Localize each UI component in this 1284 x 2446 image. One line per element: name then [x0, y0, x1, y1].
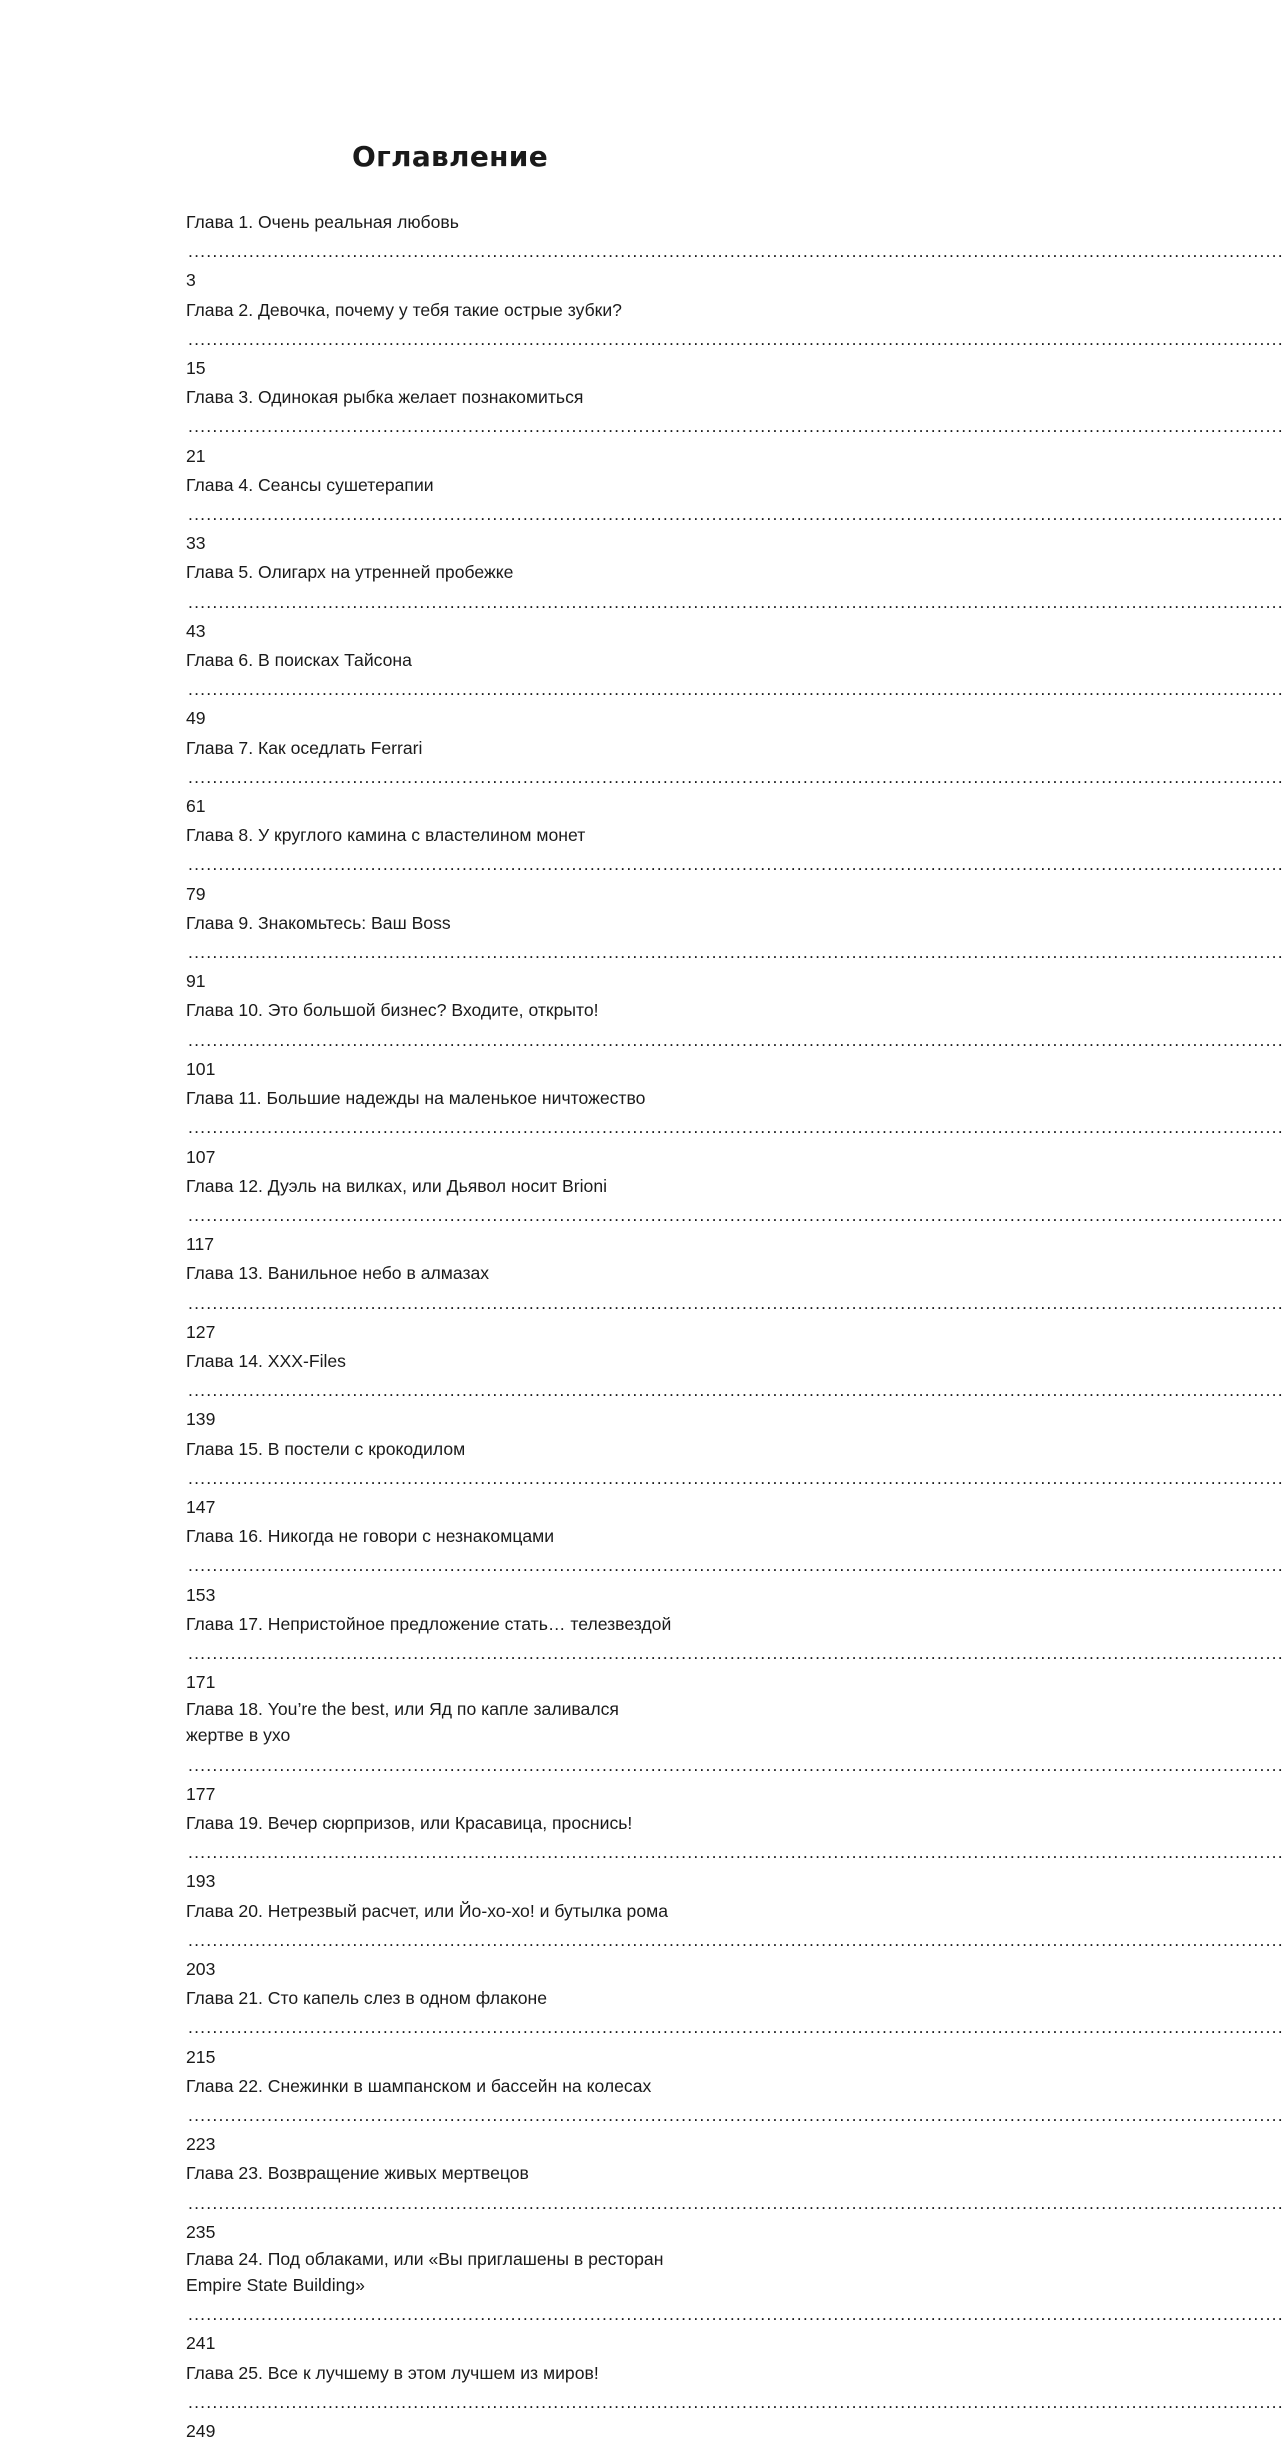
- toc-entry-label-line1: Глава 24. Под облаками, или «Вы приглашены в ресторан: [186, 2249, 664, 2270]
- toc-leader-dots: [188, 237, 1284, 266]
- toc-entry-page-number: 249: [186, 2421, 216, 2442]
- toc-entry-label: Глава 14. XXX-Files: [186, 1350, 346, 1371]
- toc-entry-label: Глава 9. Знакомьтесь: Ваш Boss: [186, 912, 451, 933]
- toc-entry: [186, 1984, 756, 2072]
- toc-leader-dots: [188, 1551, 1284, 1580]
- toc-entry-label: Empire State Building»: [186, 2275, 365, 2296]
- toc-entry: [186, 2072, 756, 2160]
- table-of-contents: [186, 208, 756, 2446]
- toc-entry-label: Глава 7. Как оседлать Ferrari: [186, 737, 423, 758]
- toc-entry-page-number: 33: [186, 533, 206, 554]
- toc-entry-page-number: 203: [186, 1958, 216, 1979]
- toc-entry-label: Глава 12. Дуэль на вилках, или Дьявол носит Brioni: [186, 1175, 608, 1196]
- toc-entry-label: Глава 1. Очень реальная любовь: [186, 212, 459, 232]
- toc-leader-dots: [188, 1026, 1284, 1055]
- toc-entry-label: Глава 21. Сто капель слез в одном флаконе: [186, 1988, 548, 2009]
- toc-entry-label: Глава 25. Все к лучшему в этом лучшем из миров!: [186, 2362, 599, 2383]
- toc-leader-dots: [188, 1464, 1284, 1493]
- toc-leader-dots: [188, 1289, 1284, 1318]
- toc-leader-dots: [188, 1376, 1284, 1405]
- toc-entry: [186, 558, 756, 646]
- toc-entry-page-number: 223: [186, 2134, 216, 2155]
- toc-entry: [186, 821, 756, 909]
- toc-entry-page-number: 61: [186, 796, 206, 817]
- toc-entry-page-number: 15: [186, 358, 206, 379]
- toc-leader-dots: [188, 1926, 1284, 1955]
- toc-entry: [186, 383, 756, 471]
- toc-entry-label: жертве в ухо: [186, 1725, 291, 1746]
- toc-entry-page-number: 147: [186, 1496, 216, 1517]
- toc-entry-label: Глава 10. Это большой бизнес? Входите, открыто!: [186, 1000, 599, 1021]
- toc-entry: [186, 996, 756, 1084]
- toc-entry-label: Глава 17. Непристойное предложение стать… телезвездой: [186, 1613, 672, 1634]
- toc-entry-page-number: 79: [186, 883, 206, 904]
- toc-entry: [186, 1697, 756, 1809]
- toc-leader-dots: [188, 588, 1284, 617]
- toc-entry-page-number: 3: [186, 270, 196, 291]
- toc-leader-dots: [188, 763, 1284, 792]
- toc-leader-dots: [188, 2189, 1284, 2218]
- toc-entry-page-number: 171: [186, 1672, 216, 1693]
- toc-entry: [186, 1435, 756, 1523]
- toc-entry: [186, 1084, 756, 1172]
- toc-leader-dots: [188, 1751, 1284, 1780]
- toc-entry: [186, 646, 756, 734]
- toc-leader-dots: [188, 2013, 1284, 2042]
- toc-entry-label: Глава 20. Нетрезвый расчет, или Йо-хо-хо! и бутылка рома: [186, 1900, 668, 1921]
- toc-entry: [186, 1610, 756, 1698]
- toc-entry: [186, 1522, 756, 1610]
- toc-entry: [186, 1809, 756, 1897]
- toc-entry: [186, 296, 756, 384]
- toc-entry-label: Глава 16. Никогда не говори с незнакомцами: [186, 1526, 555, 1547]
- toc-entry-label: Глава 3. Одинокая рыбка желает познакомиться: [186, 387, 584, 408]
- toc-entry-page-number: 235: [186, 2221, 216, 2242]
- toc-entry-label: Глава 19. Вечер сюрпризов, или Красавица, проснись!: [186, 1812, 633, 1833]
- toc-entry-page-number: 21: [186, 445, 206, 466]
- toc-entry-label: Глава 22. Снежинки в шампанском и бассейн на колесах: [186, 2075, 652, 2096]
- toc-entry-label: Глава 4. Сеансы сушетерапии: [186, 474, 434, 495]
- toc-leader-dots: [188, 2388, 1284, 2417]
- toc-entry: [186, 2359, 756, 2446]
- toc-entry-page-number: 101: [186, 1058, 216, 1079]
- toc-leader-dots: [188, 412, 1284, 441]
- toc-entry: [186, 1172, 756, 1260]
- toc-leader-dots: [188, 1639, 1284, 1668]
- toc-entry: [186, 2247, 756, 2359]
- toc-leader-dots: [188, 1113, 1284, 1142]
- toc-leader-dots: [188, 500, 1284, 529]
- toc-entry-label: Глава 11. Большие надежды на маленькое ничтожество: [186, 1088, 646, 1109]
- toc-entry: [186, 1897, 756, 1985]
- toc-entry-label: Глава 5. Олигарх на утренней пробежке: [186, 562, 514, 583]
- toc-entry: [186, 734, 756, 822]
- toc-entry-page-number: 215: [186, 2046, 216, 2067]
- toc-entry-page-number: 107: [186, 1146, 216, 1167]
- toc-entry-label: Глава 15. В постели с крокодилом: [186, 1438, 466, 1459]
- toc-entry-label: Глава 6. В поисках Тайсона: [186, 650, 412, 671]
- toc-entry-page-number: 241: [186, 2333, 216, 2354]
- toc-entry-label: Глава 2. Девочка, почему у тебя такие острые зубки?: [186, 299, 622, 320]
- toc-entry-page-number: 117: [186, 1234, 215, 1255]
- toc-entry-page-number: 91: [186, 971, 206, 992]
- toc-entry: [186, 909, 756, 997]
- toc-entry-page-number: 127: [186, 1321, 216, 1342]
- toc-entry: [186, 1259, 756, 1347]
- toc-entry: [186, 471, 756, 559]
- toc-leader-dots: [188, 850, 1284, 879]
- toc-entry-label-line1: Глава 18. You’re the best, или Яд по капле заливался: [186, 1699, 619, 1720]
- toc-entry: [186, 2159, 756, 2247]
- toc-entry-label: Глава 8. У круглого камина с властелином монет: [186, 825, 586, 846]
- toc-entry: [186, 1347, 756, 1435]
- toc-leader-dots: [188, 325, 1284, 354]
- toc-entry-page-number: 177: [186, 1783, 216, 1804]
- toc-title: Оглавление: [351, 140, 548, 173]
- toc-entry-label: Глава 13. Ванильное небо в алмазах: [186, 1263, 490, 1284]
- toc-leader-dots: [188, 1201, 1284, 1230]
- toc-entry-label: Глава 23. Возвращение живых мертвецов: [186, 2163, 529, 2184]
- toc-leader-dots: [188, 675, 1284, 704]
- toc-entry-page-number: 193: [186, 1871, 216, 1892]
- toc-entry-page-number: 139: [186, 1409, 216, 1430]
- toc-leader-dots: [188, 1838, 1284, 1867]
- toc-entry-page-number: 43: [186, 620, 206, 641]
- toc-entry-page-number: 153: [186, 1584, 216, 1605]
- toc-leader-dots: [188, 2300, 1284, 2329]
- toc-entry-page-number: 49: [186, 708, 206, 729]
- toc-entry: [186, 208, 756, 296]
- toc-leader-dots: [188, 938, 1284, 967]
- toc-leader-dots: [188, 2101, 1284, 2130]
